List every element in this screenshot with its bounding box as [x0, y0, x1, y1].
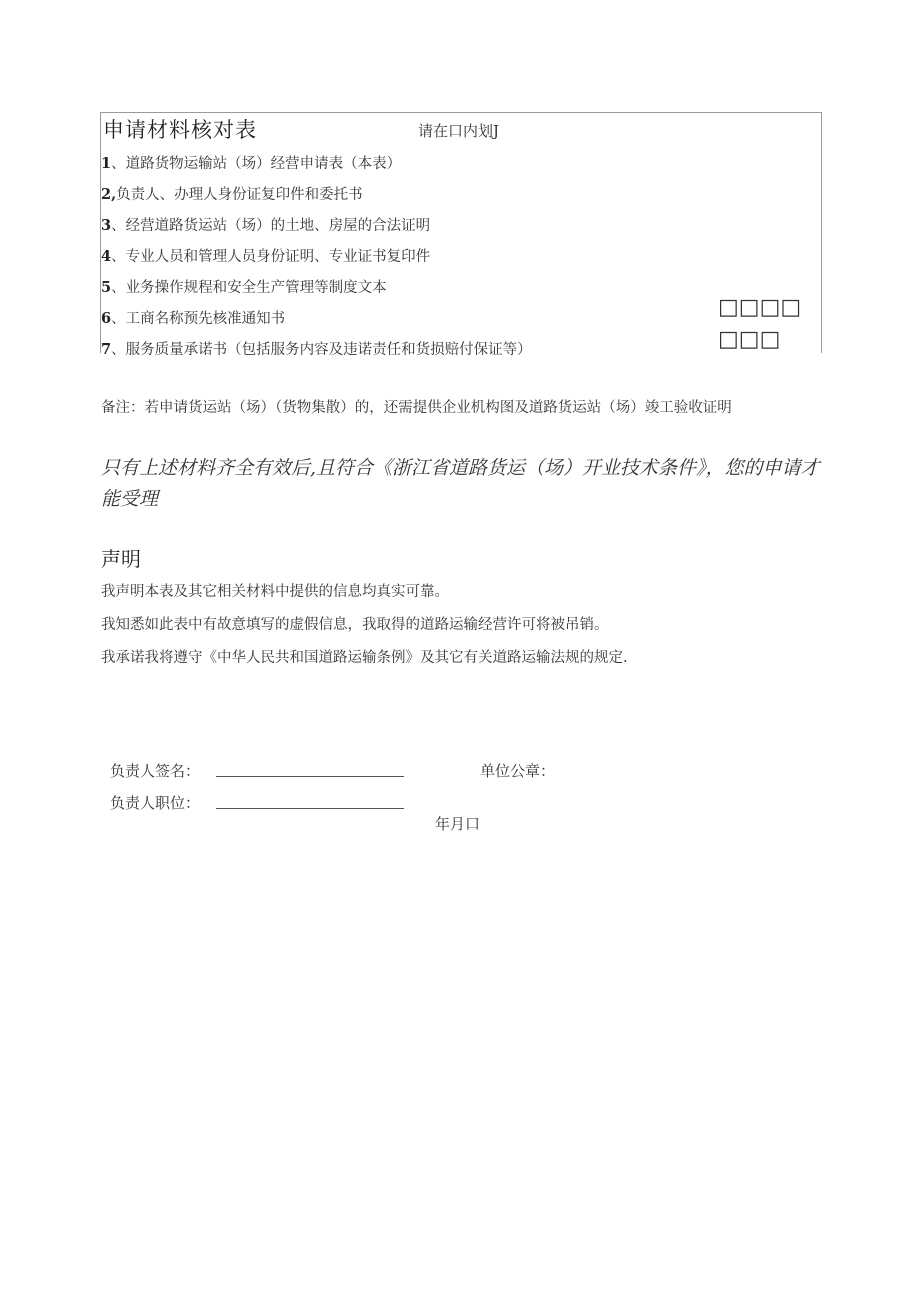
declaration-line: 我知悉如此表中有故意填写的虚假信息，我取得的道路运输经营许可将被吊销。	[101, 617, 609, 633]
item-text: 、服务质量承诺书（包括服务内容及违诺责任和货损赔付保证等）	[111, 342, 532, 358]
acceptance-line: 只有上述材料齐全有效后,且符合《浙江省道路货运（场）开业技术条件》，您的申请才	[101, 457, 820, 479]
item-number: 6	[101, 310, 112, 327]
item-text: 负责人、办理人身份证复印件和委托书	[116, 187, 363, 203]
item-number: 1	[101, 155, 112, 172]
item-text: 、专业人员和管理人员身份证明、专业证书复印件	[111, 249, 431, 265]
checklist-item	[101, 338, 532, 359]
declaration-line: 我承诺我将遵守《中华人民共和国道路运输条例》及其它有关道路运输法规的规定.	[101, 650, 628, 666]
item-number: 2,	[101, 186, 117, 203]
position-field[interactable]	[216, 808, 404, 809]
checklist-item	[101, 152, 401, 173]
checklist-item	[101, 245, 430, 266]
checklist-item	[101, 183, 363, 204]
checklist-hint: 请在口内划J	[418, 122, 500, 140]
seal-label: 单位公章：	[480, 762, 556, 780]
checkbox-row[interactable]: □□□□	[718, 295, 802, 320]
date-label: 年月口	[435, 815, 481, 833]
item-number: 5	[101, 279, 112, 296]
checklist-item	[101, 276, 387, 297]
declaration-title: 声明	[101, 547, 141, 571]
acceptance-line: 能受理	[101, 488, 159, 510]
note-text: 备注：若申请货运站（场）（货物集散）的，还需提供企业机构图及道路货运站（场）竣工验收证明	[101, 400, 732, 416]
signer-field[interactable]	[216, 776, 404, 777]
item-text: 、业务操作规程和安全生产管理等制度文本	[111, 280, 387, 296]
item-number: 3	[101, 217, 112, 234]
checklist-title: 申请材料核对表	[103, 118, 257, 142]
declaration-line: 我声明本表及其它相关材料中提供的信息均真实可靠。	[101, 584, 449, 600]
item-text: 、经营道路货运站（场）的土地、房屋的合法证明	[111, 218, 431, 234]
item-text: 、工商名称预先核准通知书	[111, 311, 286, 327]
item-number: 7	[101, 341, 112, 358]
checklist-item	[101, 214, 430, 235]
signer-label: 负责人签名：	[110, 762, 201, 780]
item-number: 4	[101, 248, 112, 265]
position-label: 负责人职位：	[110, 794, 201, 812]
checkbox-row[interactable]: □□□	[718, 327, 781, 352]
item-text: 、道路货物运输站（场）经营申请表（本表）	[111, 156, 402, 172]
checklist-item	[101, 307, 285, 328]
